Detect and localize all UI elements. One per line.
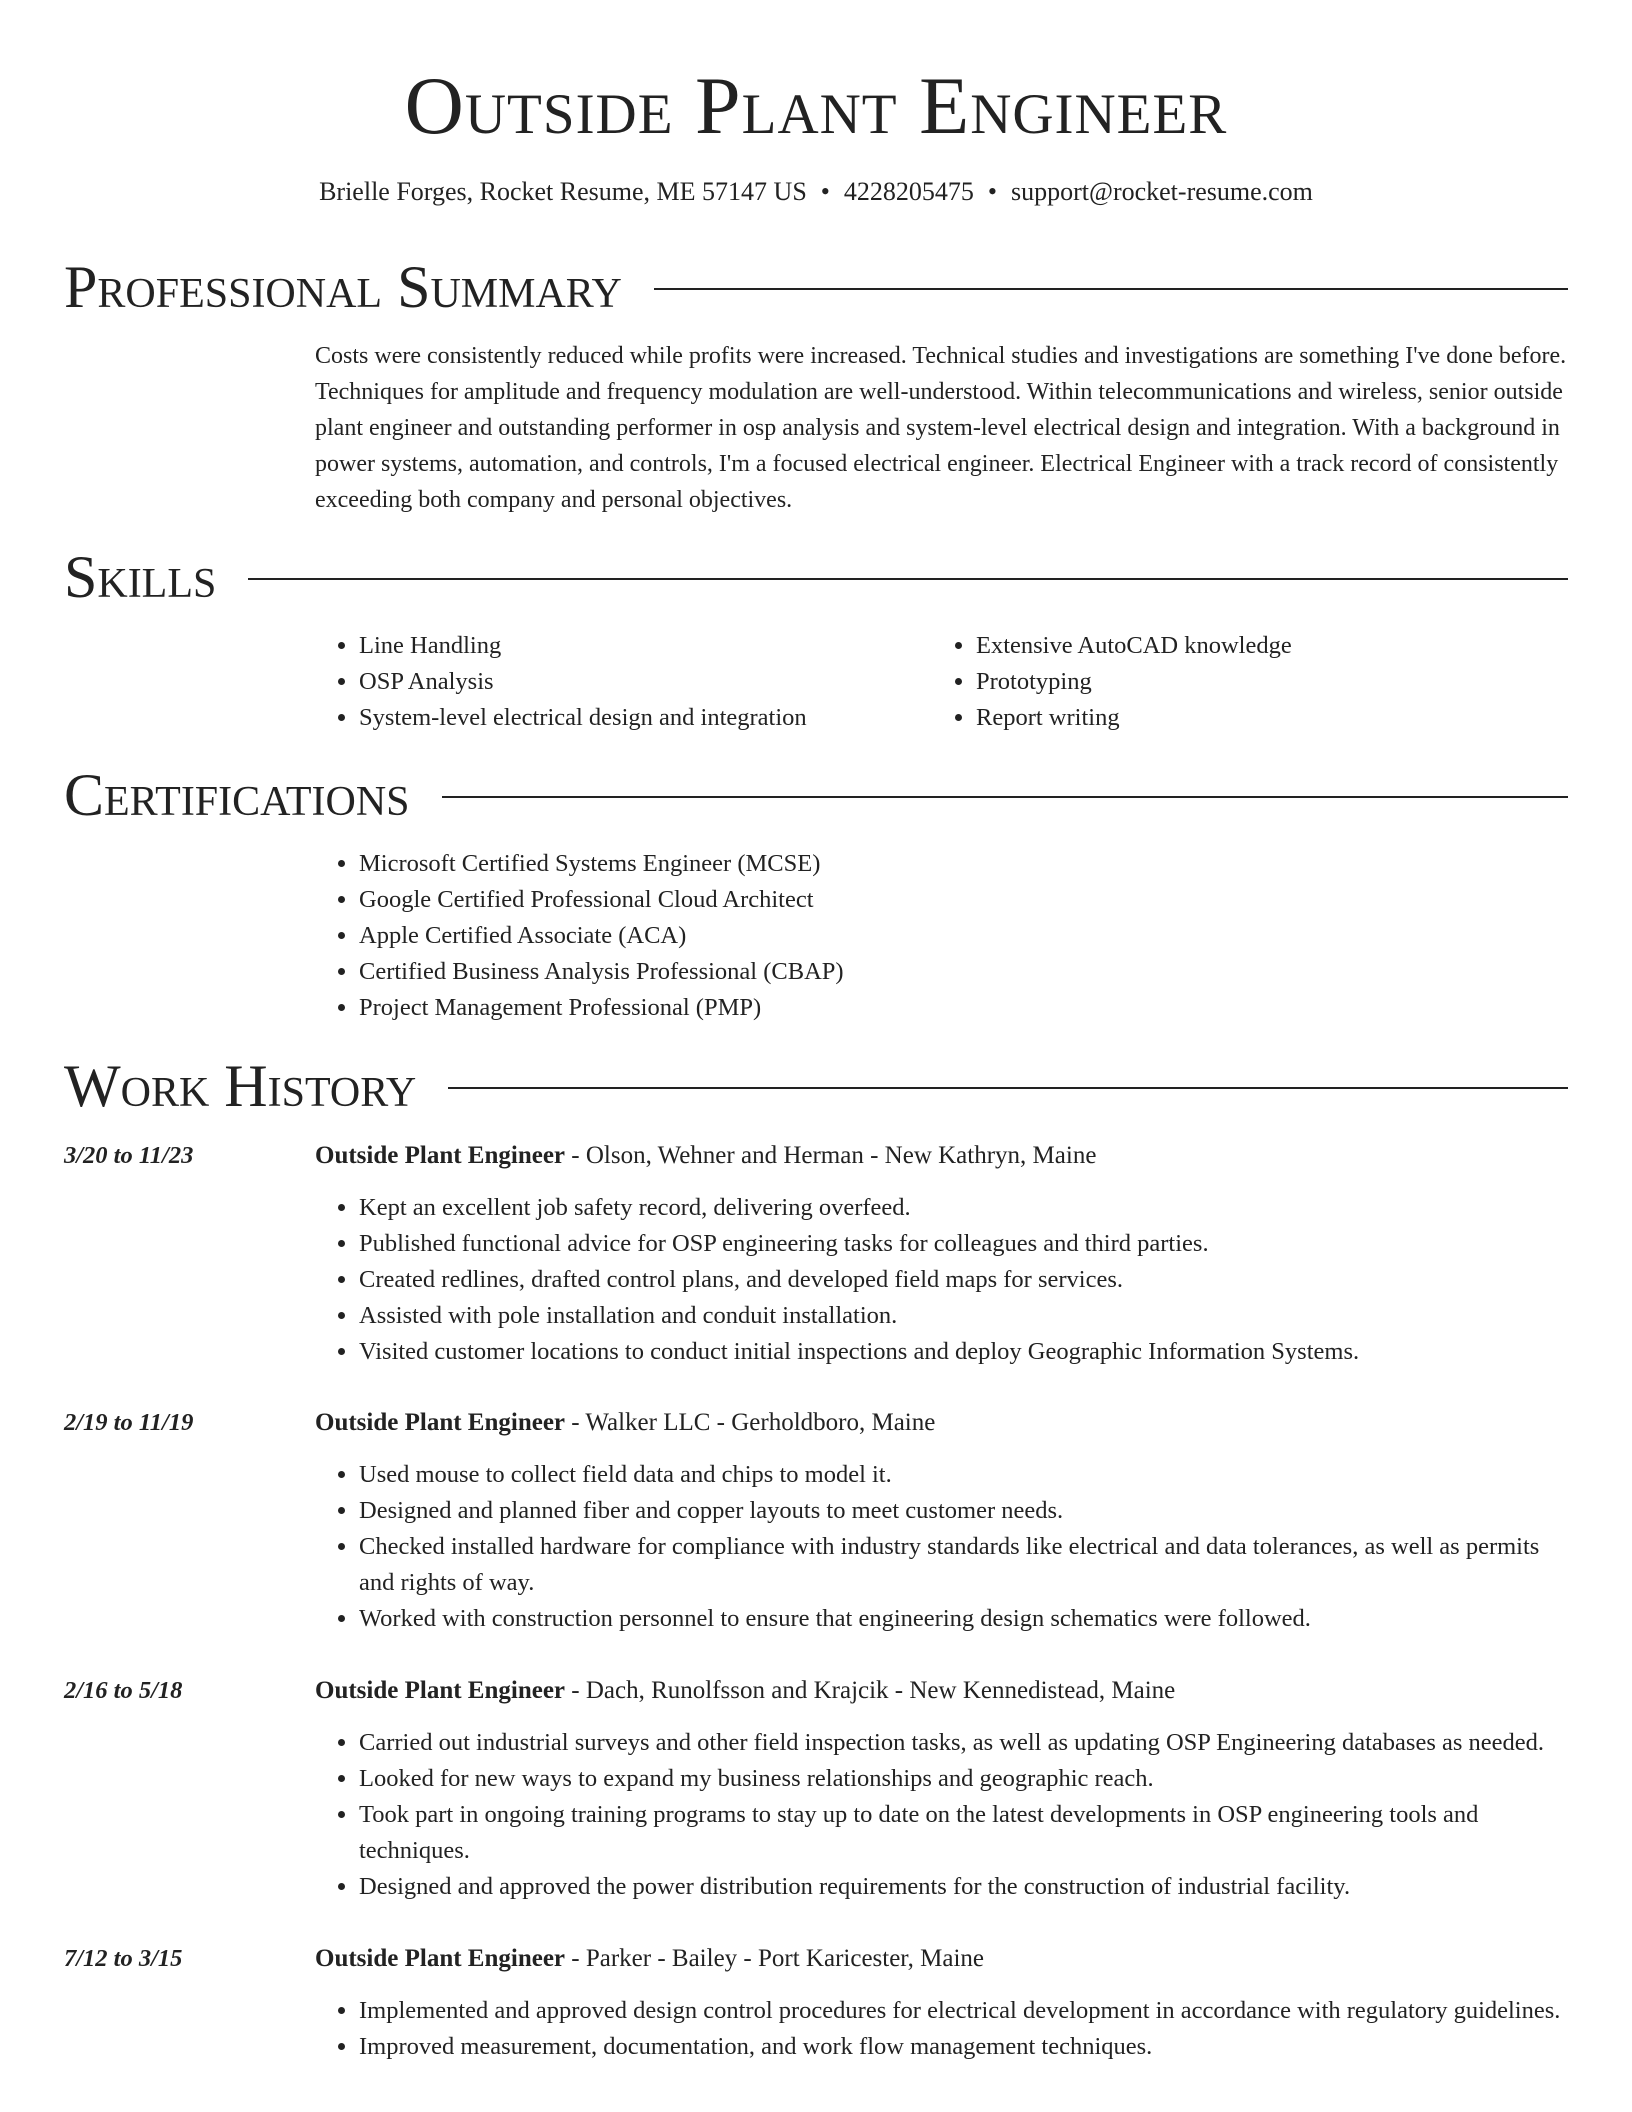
- work-history-heading: Work History: [64, 1053, 417, 1119]
- job-bullet: • Took part in ongoing training programs to stay up to date on the latest developments in OSP engineering tools and techniques.: [359, 1797, 1568, 1869]
- certifications-heading: Certifications: [64, 762, 410, 828]
- job-dates: 3/20 to 11/23: [64, 1142, 194, 1169]
- skill-item: • Line Handling: [359, 628, 915, 664]
- job-bullet: • Implemented and approved design control procedures for electrical development in accordance with regulatory guidelines.: [359, 1993, 1568, 2029]
- job-bullets: [315, 1725, 1568, 1905]
- certification-item: • Project Management Professional (PMP): [359, 990, 1565, 1026]
- certification-item: • Google Certified Professional Cloud Architect: [359, 882, 1565, 918]
- work-history-section-heading: [64, 1053, 1568, 1119]
- job-dates: 2/16 to 5/18: [64, 1677, 183, 1704]
- contact-phone: 4228205475: [843, 177, 974, 206]
- job-dates: 2/19 to 11/19: [64, 1409, 194, 1436]
- skill-item: • Prototyping: [976, 664, 1572, 700]
- job-bullets: [315, 1190, 1568, 1370]
- contact-line: [0, 174, 1632, 210]
- summary-section-heading: [64, 254, 1568, 320]
- job-employer: - Parker - Bailey - Port Karicester, Maine: [565, 1945, 984, 1972]
- section-divider: [654, 288, 1568, 290]
- job-headline: [315, 1138, 1096, 1174]
- skill-item: • Extensive AutoCAD knowledge: [976, 628, 1572, 664]
- certification-item: • Microsoft Certified Systems Engineer (MCSE): [359, 846, 1565, 882]
- job-bullet: • Used mouse to collect field data and chips to model it.: [359, 1457, 1568, 1493]
- job-bullet: • Created redlines, drafted control plans, and developed field maps for services.: [359, 1262, 1568, 1298]
- skill-item: • System-level electrical design and integration: [359, 700, 915, 736]
- resume-title: Outside Plant Engineer: [404, 60, 1228, 151]
- contact-separator: •: [987, 177, 997, 206]
- summary-text: Costs were consistently reduced while profits were increased. Technical studies and investigations are something I've done before. Techniques for amplitude and frequency modulation are well-understood. Within telecommunications and wireless, senior outside plant engineer and outstanding performer in osp analysis and system-level electrical design and integration. With a background in power systems, automation, and controls, I'm a focused electrical engineer. Electrical Engineer with a track record of consistently exceeding both company and personal objectives.: [315, 343, 1567, 513]
- job-headline: [315, 1941, 984, 1977]
- job-employer: - Olson, Wehner and Herman - New Kathryn, Maine: [565, 1142, 1097, 1169]
- section-divider: [248, 578, 1568, 580]
- skills-section-heading: [64, 544, 1568, 610]
- skills-column-right: [932, 628, 1572, 736]
- certifications-section-heading: [64, 762, 1568, 828]
- job-bullet: • Designed and approved the power distribution requirements for the construction of industrial facility.: [359, 1869, 1568, 1905]
- certification-item: • Certified Business Analysis Professional (CBAP): [359, 954, 1565, 990]
- job-bullet: • Checked installed hardware for compliance with industry standards like electrical and data tolerances, as well as permits and rights of way.: [359, 1529, 1568, 1601]
- job-headline: [315, 1405, 935, 1441]
- contact-email[interactable]: support@rocket-resume.com: [1011, 177, 1313, 206]
- job-bullets: [315, 1993, 1568, 2065]
- job-bullet: • Published functional advice for OSP engineering tasks for colleagues and third parties.: [359, 1226, 1568, 1262]
- job-bullet: • Improved measurement, documentation, and work flow management techniques.: [359, 2029, 1568, 2065]
- job-bullet: • Assisted with pole installation and conduit installation.: [359, 1298, 1568, 1334]
- job-title: Outside Plant Engineer: [315, 1945, 566, 1972]
- job-title: Outside Plant Engineer: [315, 1409, 566, 1436]
- summary-heading: Professional Summary: [64, 254, 622, 320]
- job-bullet: • Carried out industrial surveys and other field inspection tasks, as well as updating OSP Engineering databases as needed.: [359, 1725, 1568, 1761]
- section-divider: [442, 796, 1568, 798]
- job-title: Outside Plant Engineer: [315, 1677, 566, 1704]
- job-bullet: • Kept an excellent job safety record, delivering overfeed.: [359, 1190, 1568, 1226]
- skills-column-left: [315, 628, 915, 736]
- skill-item: • OSP Analysis: [359, 664, 915, 700]
- contact-separator: •: [820, 177, 830, 206]
- job-employer: - Walker LLC - Gerholdboro, Maine: [565, 1409, 936, 1436]
- certifications-list: [315, 846, 1565, 1026]
- job-bullet: • Worked with construction personnel to ensure that engineering design schematics were followed.: [359, 1601, 1568, 1637]
- skill-item: • Report writing: [976, 700, 1572, 736]
- job-headline: [315, 1673, 1175, 1709]
- skills-heading: Skills: [64, 544, 217, 610]
- job-bullet: • Looked for new ways to expand my business relationships and geographic reach.: [359, 1761, 1568, 1797]
- contact-address: Brielle Forges, Rocket Resume, ME 57147 US: [319, 177, 807, 206]
- job-employer: - Dach, Runolfsson and Krajcik - New Kennedistead, Maine: [565, 1677, 1176, 1704]
- job-bullets: [315, 1457, 1568, 1637]
- section-divider: [448, 1087, 1568, 1089]
- job-dates: 7/12 to 3/15: [64, 1945, 183, 1972]
- job-title: Outside Plant Engineer: [315, 1142, 566, 1169]
- job-bullet: • Designed and planned fiber and copper layouts to meet customer needs.: [359, 1493, 1568, 1529]
- job-bullet: • Visited customer locations to conduct initial inspections and deploy Geographic Information Systems.: [359, 1334, 1568, 1370]
- certification-item: • Apple Certified Associate (ACA): [359, 918, 1565, 954]
